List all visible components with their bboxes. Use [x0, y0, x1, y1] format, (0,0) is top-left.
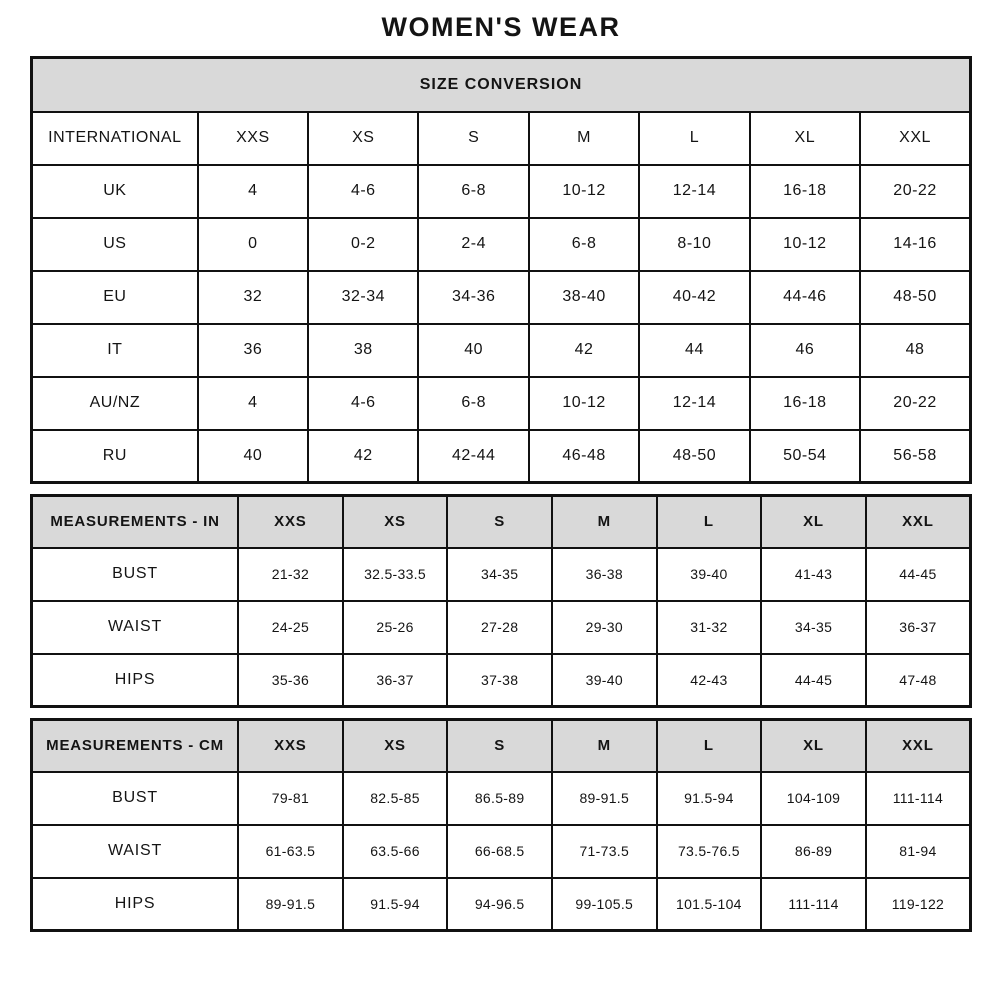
table-cell: 73.5-76.5	[657, 825, 762, 878]
table-cell: 40	[198, 430, 308, 483]
table-cell: 91.5-94	[657, 772, 762, 825]
table-cell: 42	[308, 430, 418, 483]
table-cell: 25-26	[343, 601, 448, 654]
table-cell: 89-91.5	[238, 878, 343, 931]
table-cell: 37-38	[447, 654, 552, 707]
table-cell: 39-40	[657, 548, 762, 601]
table-cell: 10-12	[529, 165, 639, 218]
table-cell: 20-22	[860, 377, 970, 430]
table-cell: 61-63.5	[238, 825, 343, 878]
column-header-xl: XL	[750, 112, 860, 165]
column-header-xxl: XXL	[860, 112, 970, 165]
table-cell: 48-50	[639, 430, 749, 483]
size-header-xxl: XXL	[866, 496, 971, 548]
column-header-xs: XS	[308, 112, 418, 165]
row-label: AU/NZ	[32, 377, 198, 430]
table-cell: 47-48	[866, 654, 971, 707]
table-cell: 46	[750, 324, 860, 377]
size-header-xxs: XXS	[238, 720, 343, 772]
table-cell: 34-35	[447, 548, 552, 601]
size-header-m: M	[552, 720, 657, 772]
measurements-cm-table	[30, 718, 972, 932]
table-cell: 38	[308, 324, 418, 377]
table-cell: 81-94	[866, 825, 971, 878]
table-cell: 99-105.5	[552, 878, 657, 931]
table-cell: 56-58	[860, 430, 970, 483]
row-label: IT	[32, 324, 198, 377]
table-cell: 66-68.5	[447, 825, 552, 878]
row-label: RU	[32, 430, 198, 483]
column-header-row	[32, 112, 971, 165]
table-cell: 4-6	[308, 377, 418, 430]
table-row	[32, 271, 971, 324]
table-cell: 40-42	[639, 271, 749, 324]
table-row	[32, 324, 971, 377]
table-cell: 89-91.5	[552, 772, 657, 825]
table-cell: 2-4	[418, 218, 528, 271]
table-cell: 4	[198, 165, 308, 218]
table-cell: 119-122	[866, 878, 971, 931]
table-cell: 48	[860, 324, 970, 377]
table-row	[32, 377, 971, 430]
column-header-l: L	[639, 112, 749, 165]
table-cell: 31-32	[657, 601, 762, 654]
table-cell: 10-12	[750, 218, 860, 271]
row-label: HIPS	[32, 654, 239, 707]
table-cell: 12-14	[639, 377, 749, 430]
measurements-in-table	[30, 494, 972, 708]
table-cell: 0-2	[308, 218, 418, 271]
table-row	[32, 430, 971, 483]
size-header-xl: XL	[761, 496, 866, 548]
table-cell: 21-32	[238, 548, 343, 601]
table-cell: 36-37	[866, 601, 971, 654]
table-cell: 42-44	[418, 430, 528, 483]
table-cell: 111-114	[761, 878, 866, 931]
table-cell: 39-40	[552, 654, 657, 707]
column-header-international: INTERNATIONAL	[32, 112, 198, 165]
table-cell: 35-36	[238, 654, 343, 707]
size-conversion-banner: SIZE CONVERSION	[32, 58, 971, 112]
table-cell: 27-28	[447, 601, 552, 654]
table-cell: 12-14	[639, 165, 749, 218]
size-header-xxl: XXL	[866, 720, 971, 772]
row-label: WAIST	[32, 601, 239, 654]
table-row	[32, 772, 971, 825]
table-cell: 36-38	[552, 548, 657, 601]
table-cell: 20-22	[860, 165, 970, 218]
table-row	[32, 548, 971, 601]
size-header-s: S	[447, 496, 552, 548]
table-cell: 111-114	[866, 772, 971, 825]
table-cell: 71-73.5	[552, 825, 657, 878]
table-cell: 41-43	[761, 548, 866, 601]
table-cell: 32-34	[308, 271, 418, 324]
table-cell: 38-40	[529, 271, 639, 324]
table-cell: 63.5-66	[343, 825, 448, 878]
size-header-xxs: XXS	[238, 496, 343, 548]
table-row	[32, 165, 971, 218]
table-cell: 86.5-89	[447, 772, 552, 825]
table-cell: 48-50	[860, 271, 970, 324]
table-cell: 4-6	[308, 165, 418, 218]
row-label: UK	[32, 165, 198, 218]
column-header-m: M	[529, 112, 639, 165]
size-header-s: S	[447, 720, 552, 772]
table-cell: 94-96.5	[447, 878, 552, 931]
table-cell: 46-48	[529, 430, 639, 483]
size-header-l: L	[657, 720, 762, 772]
measurements-in-body	[32, 548, 971, 707]
table-cell: 44-46	[750, 271, 860, 324]
measurements-cm-body	[32, 772, 971, 931]
table-cell: 79-81	[238, 772, 343, 825]
size-header-l: L	[657, 496, 762, 548]
column-header-xxs: XXS	[198, 112, 308, 165]
table-cell: 6-8	[418, 377, 528, 430]
table-cell: 101.5-104	[657, 878, 762, 931]
row-label: US	[32, 218, 198, 271]
table-row	[32, 878, 971, 931]
table-cell: 50-54	[750, 430, 860, 483]
size-header-m: M	[552, 496, 657, 548]
column-header-row	[32, 496, 971, 548]
size-header-xs: XS	[343, 720, 448, 772]
table-cell: 0	[198, 218, 308, 271]
table-cell: 42-43	[657, 654, 762, 707]
table-cell: 10-12	[529, 377, 639, 430]
table-cell: 82.5-85	[343, 772, 448, 825]
table-cell: 42	[529, 324, 639, 377]
table-cell: 104-109	[761, 772, 866, 825]
table-cell: 32.5-33.5	[343, 548, 448, 601]
table-cell: 29-30	[552, 601, 657, 654]
row-label: BUST	[32, 548, 239, 601]
table-cell: 91.5-94	[343, 878, 448, 931]
column-header-row	[32, 720, 971, 772]
column-header-s: S	[418, 112, 528, 165]
table-cell: 36-37	[343, 654, 448, 707]
table-cell: 32	[198, 271, 308, 324]
measurements-in-header: MEASUREMENTS - IN	[32, 496, 239, 548]
table-cell: 36	[198, 324, 308, 377]
size-header-xs: XS	[343, 496, 448, 548]
table-cell: 24-25	[238, 601, 343, 654]
size-conversion-body	[32, 165, 971, 483]
table-cell: 44-45	[866, 548, 971, 601]
table-cell: 6-8	[529, 218, 639, 271]
table-cell: 34-35	[761, 601, 866, 654]
size-header-xl: XL	[761, 720, 866, 772]
table-cell: 14-16	[860, 218, 970, 271]
table-cell: 6-8	[418, 165, 528, 218]
row-label: HIPS	[32, 878, 239, 931]
table-cell: 8-10	[639, 218, 749, 271]
row-label: EU	[32, 271, 198, 324]
table-banner-row	[32, 58, 971, 112]
table-cell: 4	[198, 377, 308, 430]
table-row	[32, 218, 971, 271]
row-label: BUST	[32, 772, 239, 825]
table-row	[32, 825, 971, 878]
table-cell: 16-18	[750, 377, 860, 430]
table-cell: 44	[639, 324, 749, 377]
measurements-cm-header: MEASUREMENTS - CM	[32, 720, 239, 772]
table-row	[32, 654, 971, 707]
table-cell: 86-89	[761, 825, 866, 878]
page-title: WOMEN'S WEAR	[381, 12, 621, 42]
table-cell: 16-18	[750, 165, 860, 218]
table-cell: 34-36	[418, 271, 528, 324]
table-cell: 44-45	[761, 654, 866, 707]
size-conversion-table	[30, 56, 972, 484]
row-label: WAIST	[32, 825, 239, 878]
table-row	[32, 601, 971, 654]
table-cell: 40	[418, 324, 528, 377]
